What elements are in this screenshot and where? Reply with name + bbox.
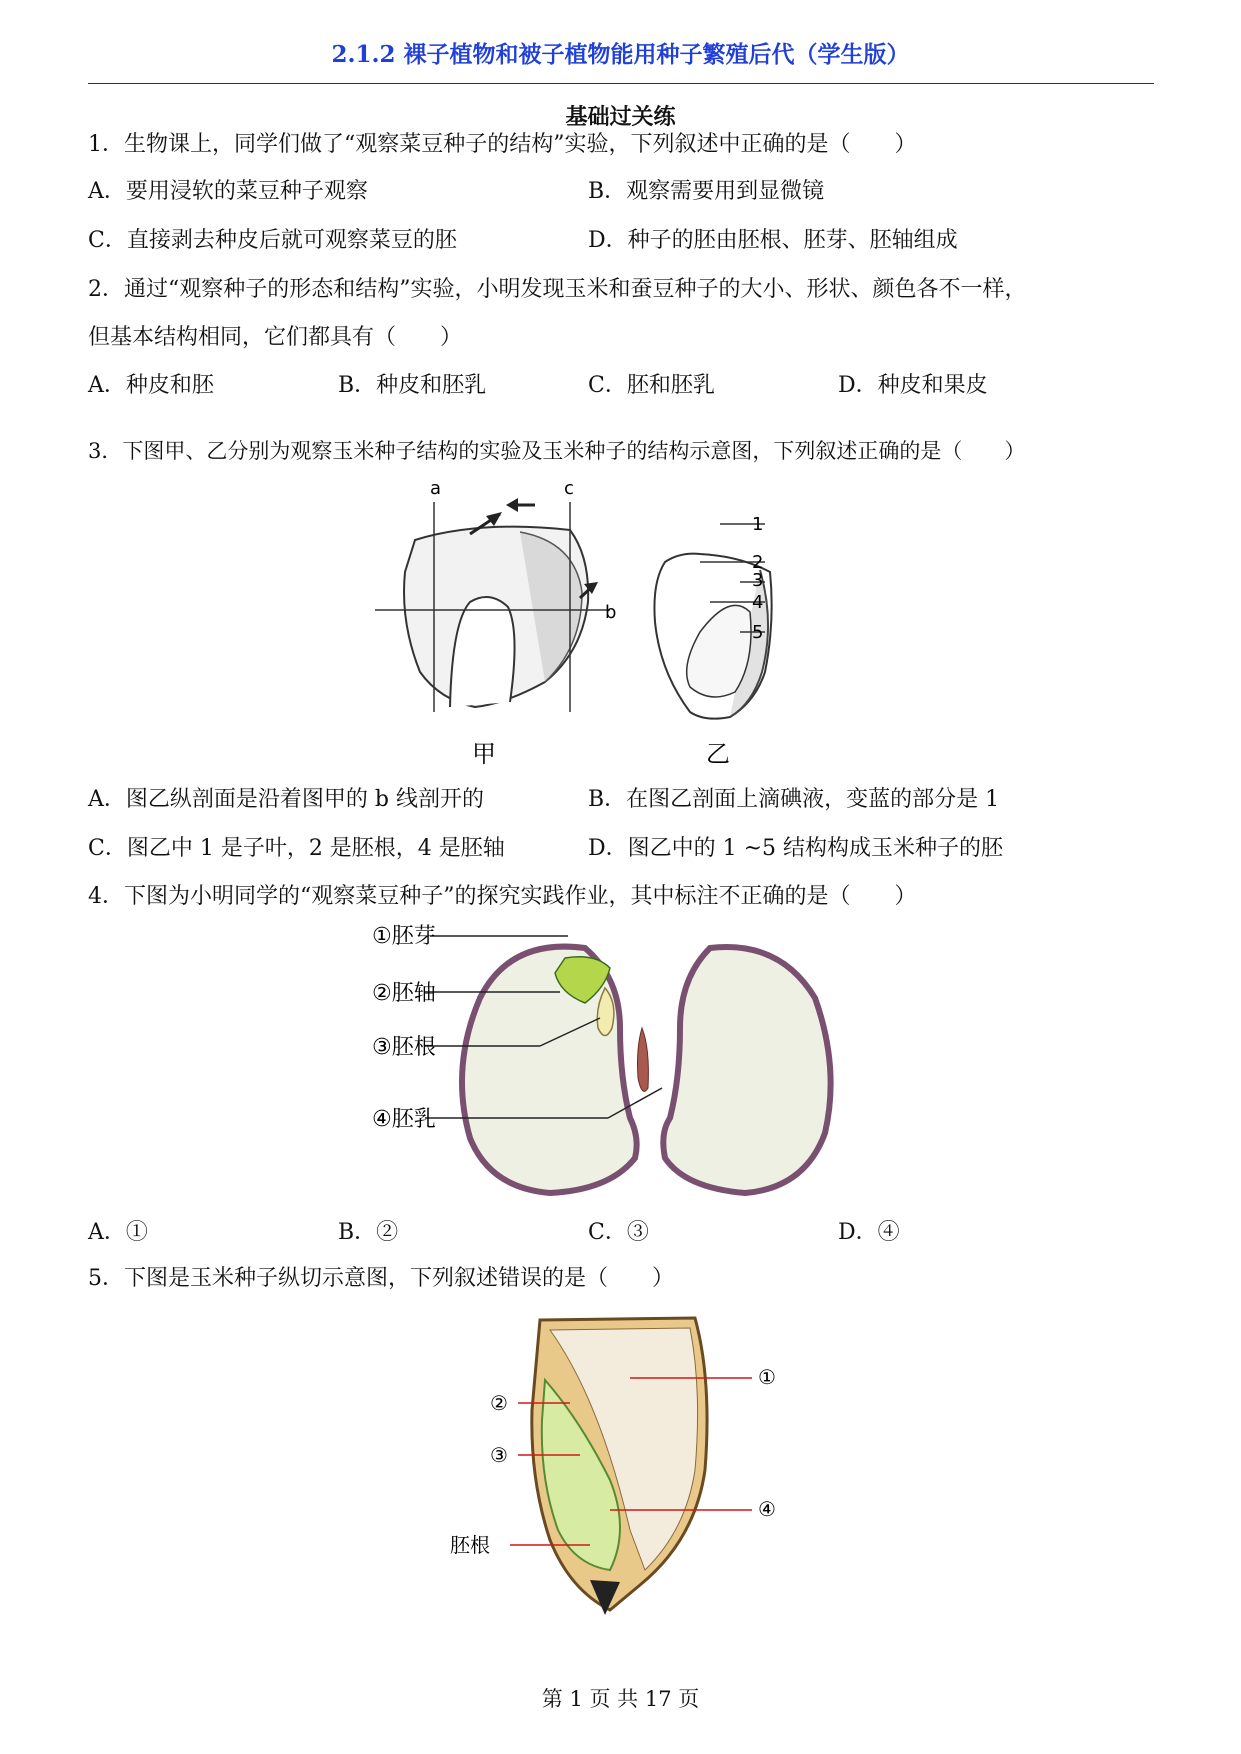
figure-q3-corn-seed bbox=[360, 472, 880, 772]
q5-label-radicle: 胚根 bbox=[450, 1533, 490, 1557]
q4-label-2: ②胚轴 bbox=[372, 981, 436, 1006]
q1-option-b: B．观察需要用到显微镜 bbox=[588, 179, 825, 204]
page-footer: 第 1 页 共 17 页 bbox=[541, 1687, 700, 1711]
q5-label-1: ① bbox=[758, 1365, 776, 1389]
question-2-stem-line-2: 但基本结构相同，它们都具有（ ） bbox=[88, 325, 463, 350]
q4-option-a: A．① bbox=[88, 1220, 148, 1245]
q4-option-d: D．④ bbox=[838, 1220, 900, 1245]
q4-label-3: ③胚根 bbox=[372, 1035, 436, 1060]
question-5-stem: 5．下图是玉米种子纵切示意图，下列叙述错误的是（ ） bbox=[88, 1266, 674, 1291]
bean-right-cotyledon bbox=[663, 947, 830, 1193]
caption-yi: 乙 bbox=[706, 740, 730, 768]
q5-label-3: ③ bbox=[490, 1443, 508, 1467]
q3-option-b: B．在图乙剖面上滴碘液，变蓝的部分是 1 bbox=[588, 787, 1000, 812]
q3-option-c: C．图乙中 1 是子叶，2 是胚根，4 是胚轴 bbox=[88, 836, 505, 861]
q5-label-2: ② bbox=[490, 1391, 508, 1415]
caption-jia: 甲 bbox=[472, 740, 496, 768]
q3-option-d: D．图乙中的 1 ~5 结构构成玉米种子的胚 bbox=[588, 836, 1004, 861]
q3-option-a: A．图乙纵剖面是沿着图甲的 b 线剖开的 bbox=[88, 787, 484, 812]
header-divider bbox=[88, 83, 1154, 84]
yi-label-1: 1 bbox=[752, 514, 764, 535]
question-2-stem-line-1: 2．通过“观察种子的形态和结构”实验，小明发现玉米和蚕豆种子的大小、形状、颜色各不一样， bbox=[88, 277, 1027, 302]
q4-option-c: C．③ bbox=[588, 1220, 649, 1245]
q2-option-d: D．种皮和果皮 bbox=[838, 373, 988, 398]
q2-option-c: C．胚和胚乳 bbox=[588, 373, 715, 398]
bean-left-cotyledon bbox=[462, 947, 637, 1193]
q1-option-a: A．要用浸软的菜豆种子观察 bbox=[88, 179, 368, 204]
bean-hilum bbox=[638, 1028, 649, 1091]
yi-label-2: 2 bbox=[752, 552, 764, 573]
label-a: a bbox=[430, 478, 442, 499]
document-header-title: 2.1.2 裸子植物和被子植物能用种子繁殖后代（学生版） bbox=[331, 41, 910, 68]
q2-option-a: A．种皮和胚 bbox=[88, 373, 214, 398]
label-c: c bbox=[564, 478, 574, 499]
q5-label-4: ④ bbox=[758, 1497, 776, 1521]
q4-label-1: ①胚芽 bbox=[372, 924, 436, 949]
q4-option-b: B．② bbox=[338, 1220, 399, 1245]
question-1-stem: 1．生物课上，同学们做了“观察菜豆种子的结构”实验，下列叙述中正确的是（ ） bbox=[88, 132, 917, 157]
label-b: b bbox=[605, 602, 617, 623]
yi-label-4: 4 bbox=[752, 592, 764, 613]
q2-option-b: B．种皮和胚乳 bbox=[338, 373, 487, 398]
yi-label-5: 5 bbox=[752, 622, 764, 643]
section-title: 基础过关练 bbox=[565, 104, 676, 130]
q4-label-4: ④胚乳 bbox=[372, 1107, 436, 1132]
figure-q4-bean-seed bbox=[372, 918, 860, 1208]
question-3-stem: 3．下图甲、乙分别为观察玉米种子结构的实验及玉米种子的结构示意图，下列叙述正确的是（ ） bbox=[88, 439, 1026, 463]
question-4-stem: 4．下图为小明同学的“观察菜豆种子”的探究实践作业，其中标注不正确的是（ ） bbox=[88, 884, 917, 909]
q1-option-d: D．种子的胚由胚根、胚芽、胚轴组成 bbox=[588, 228, 958, 253]
figure-q5-corn-seed bbox=[440, 1300, 800, 1630]
q1-option-c: C．直接剥去种皮后就可观察菜豆的胚 bbox=[88, 228, 457, 253]
yi-label-3: 3 bbox=[752, 570, 764, 591]
